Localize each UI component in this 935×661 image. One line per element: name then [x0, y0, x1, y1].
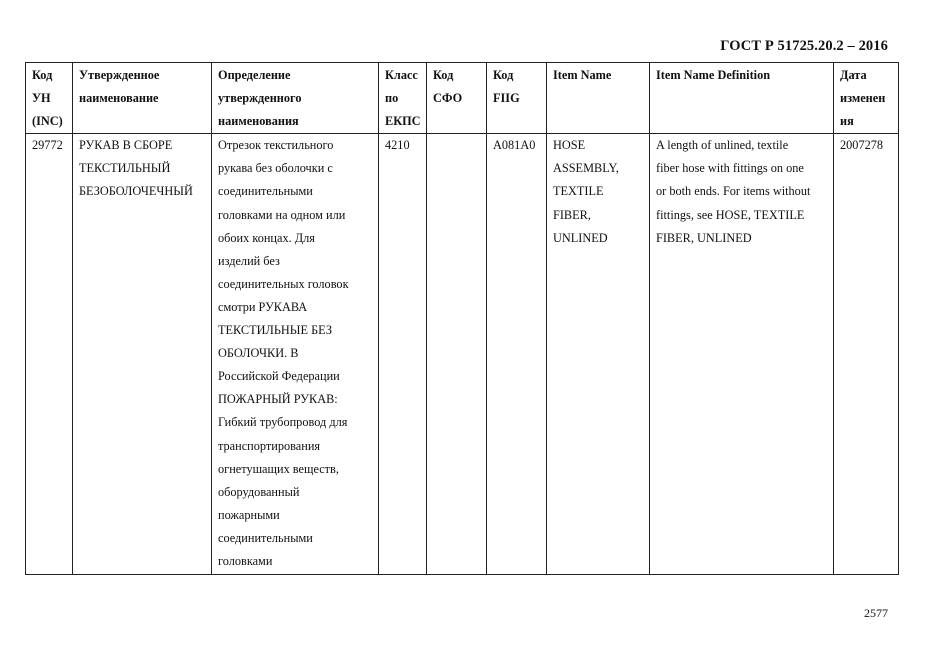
nomenclature-table [25, 62, 899, 575]
header-line: Код [32, 68, 53, 82]
cell-line: ASSEMBLY, [553, 161, 619, 176]
cell-line: пожарными [218, 507, 280, 522]
cell-item-name-definition [650, 134, 834, 575]
cell-line: 2007278 [840, 138, 884, 153]
cell-line: or both ends. For items without [656, 184, 811, 199]
cell-fiig-code [487, 134, 547, 575]
cell-line: соединительных головок [218, 276, 349, 291]
cell-approved-name [73, 134, 212, 575]
cell-line: БЕЗОБОЛОЧЕЧНЫЙ [79, 184, 193, 199]
header-line: Код [433, 68, 454, 82]
cell-ekps-class [379, 134, 427, 575]
cell-line: Отрезок текстильного [218, 138, 334, 153]
cell-line: ОБОЛОЧКИ. В [218, 346, 299, 361]
cell-line: 4210 [385, 138, 410, 153]
column-header-item-name [547, 63, 650, 134]
header-line: наименование [79, 91, 159, 106]
header-line: наименования [218, 114, 299, 129]
cell-inc [26, 134, 73, 575]
cell-line: FIBER, UNLINED [656, 230, 752, 245]
document-header: ГОСТ Р 51725.20.2 – 2016 [720, 38, 888, 54]
header-line: Item Name Definition [656, 68, 771, 82]
header-line: FIIG [493, 91, 520, 106]
header-line: Определение [218, 68, 291, 82]
cell-line: A081A0 [493, 138, 536, 153]
header-line: по [385, 91, 399, 106]
cell-line: рукава без оболочки с [218, 161, 333, 176]
column-header-change-date [834, 63, 899, 134]
header-line: ия [840, 114, 854, 129]
cell-line: головками на одном или [218, 207, 346, 222]
cell-line: A length of unlined, textile [656, 138, 789, 153]
column-header-item-name-definition [650, 63, 834, 134]
header-line: утвержденного [218, 91, 302, 106]
cell-line: огнетушащих веществ, [218, 461, 339, 476]
cell-line: ТЕКСТИЛЬНЫЕ БЕЗ [218, 323, 332, 338]
table-row [26, 134, 899, 575]
header-line: Код [493, 68, 514, 82]
cell-line: UNLINED [553, 230, 608, 245]
column-header-definition [212, 63, 379, 134]
cell-line: головками [218, 553, 273, 568]
cell-line: смотри РУКАВА [218, 299, 308, 314]
cell-line: TEXTILE [553, 184, 604, 199]
header-line: УН [32, 91, 51, 106]
cell-line: ПОЖАРНЫЙ РУКАВ: [218, 392, 338, 407]
cell-line: fiber hose with fittings on one [656, 161, 804, 176]
cell-definition [212, 134, 379, 575]
header-line: ЕКПС [385, 114, 421, 129]
cell-line: Гибкий трубопровод для [218, 415, 348, 430]
cell-sfo-code [427, 134, 487, 575]
column-header-approved-name [73, 63, 212, 134]
column-header-inc [26, 63, 73, 134]
header-line: СФО [433, 91, 463, 106]
column-header-sfo-code [427, 63, 487, 134]
cell-line: Российской Федерации [218, 369, 340, 384]
cell-change-date [834, 134, 899, 575]
cell-line: FIBER, [553, 207, 591, 222]
header-line: Дата [840, 68, 867, 82]
column-header-ekps-class [379, 63, 427, 134]
cell-line: оборудованный [218, 484, 300, 499]
cell-line: соединительными [218, 184, 313, 199]
cell-line: 29772 [32, 138, 63, 153]
cell-item-name [547, 134, 650, 575]
cell-line: fittings, see HOSE, TEXTILE [656, 207, 805, 222]
cell-line: РУКАВ В СБОРЕ [79, 138, 173, 153]
cell-line: обоих концах. Для [218, 230, 315, 245]
header-line: Item Name [553, 68, 612, 82]
cell-line: ТЕКСТИЛЬНЫЙ [79, 161, 171, 176]
header-line: Класс [385, 68, 418, 82]
page-number: 2577 [864, 606, 888, 620]
column-header-fiig-code [487, 63, 547, 134]
header-line: (INC) [32, 114, 63, 129]
cell-line: соединительными [218, 530, 313, 545]
table-header-row [26, 63, 899, 134]
cell-line: транспортирования [218, 438, 321, 453]
cell-line: HOSE [553, 138, 586, 153]
header-line: Утвержденное [79, 68, 160, 82]
header-line: изменен [840, 91, 886, 106]
cell-line: изделий без [218, 253, 280, 268]
